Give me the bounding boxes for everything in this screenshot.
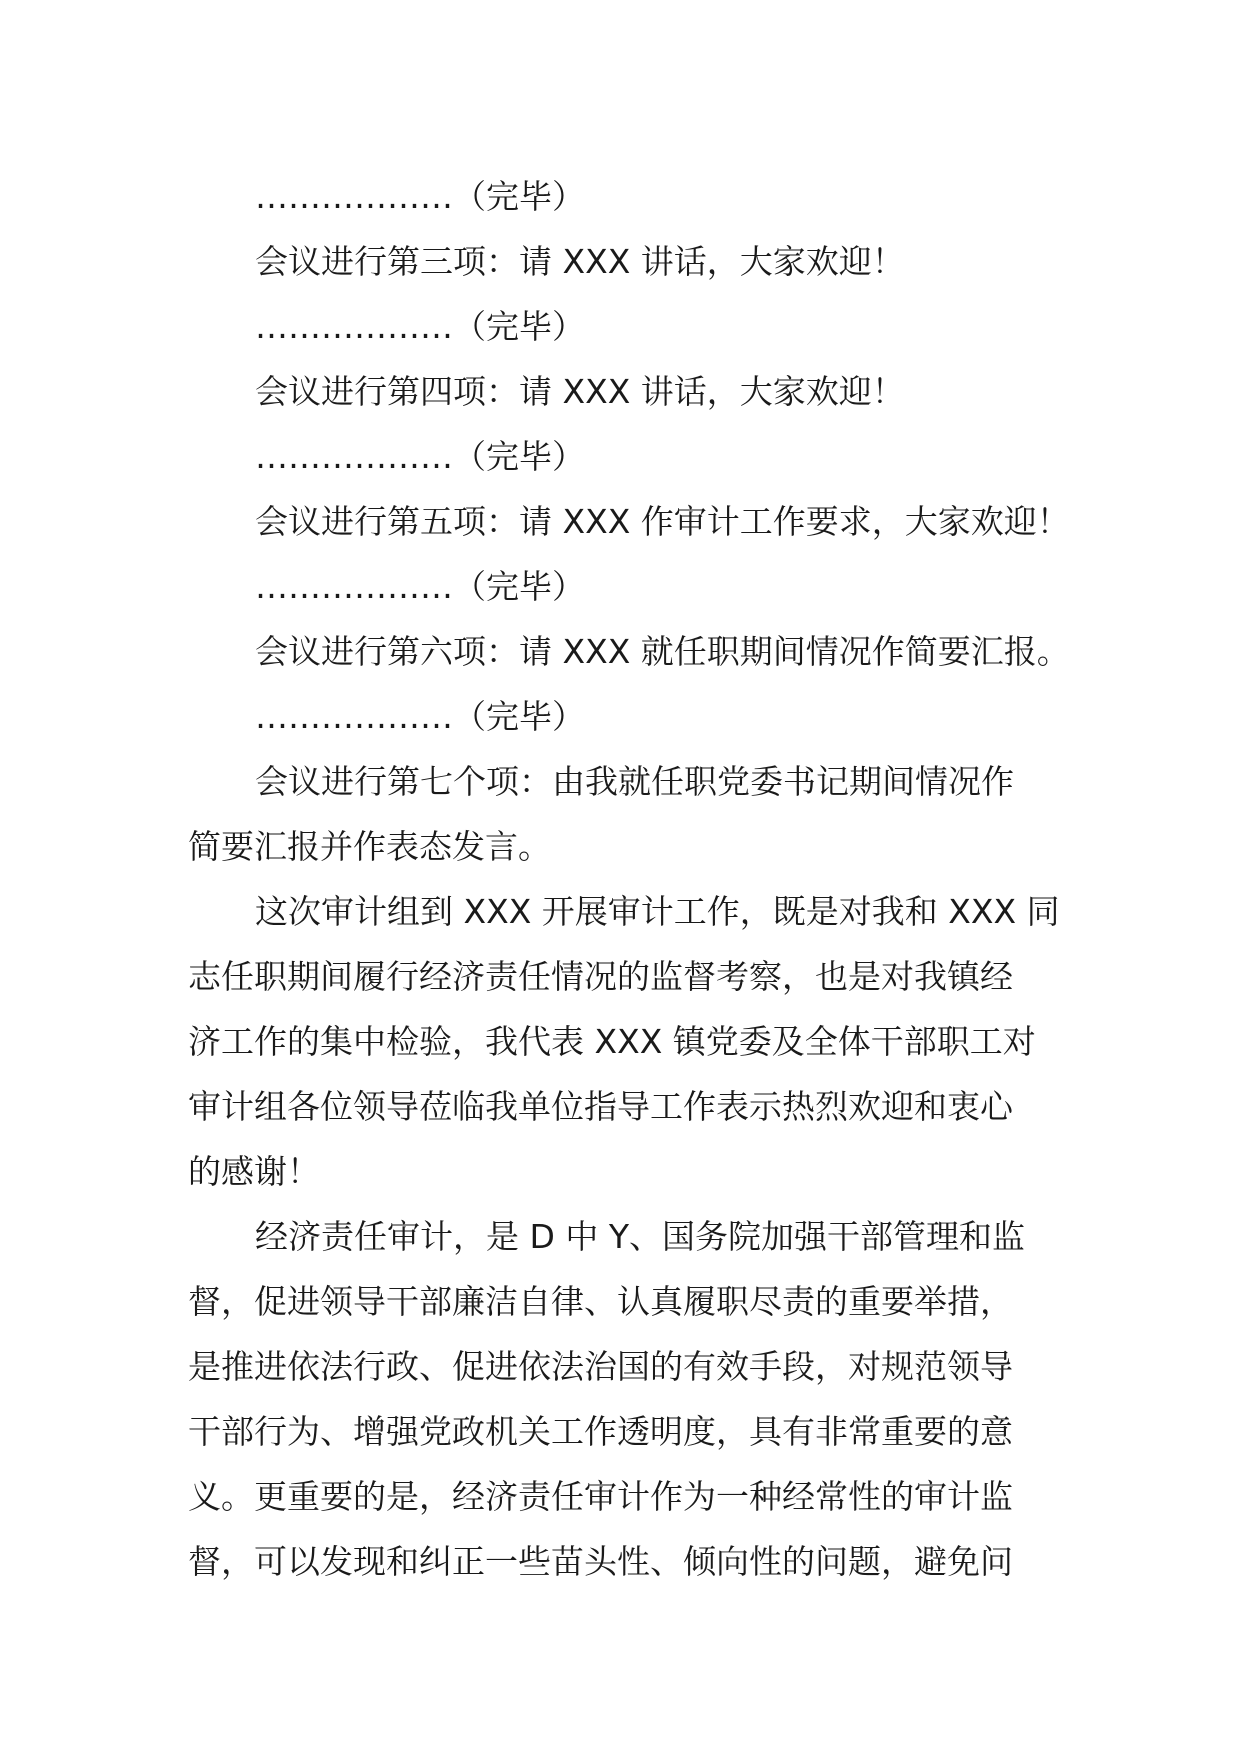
text-line: 志任职期间履行经济责任情况的监督考察，也是对我镇经 (188, 957, 1013, 996)
text-line: 会议进行第六项：请 XXX 就任职期间情况作简要汇报。 (255, 632, 1070, 671)
text-line: 会议进行第四项：请 XXX 讲话，大家欢迎！ (255, 372, 905, 411)
text-line: ………………（完毕） (255, 567, 585, 606)
text-line: 的感谢！ (188, 1152, 320, 1191)
text-line: 干部行为、增强党政机关工作透明度，具有非常重要的意 (188, 1412, 1013, 1451)
text-line: 经济责任审计，是 D 中 Y、国务院加强干部管理和监 (255, 1217, 1026, 1256)
text-line: 督，可以发现和纠正一些苗头性、倾向性的问题，避免问 (188, 1542, 1013, 1581)
text-line: 会议进行第七个项：由我就任职党委书记期间情况作 (255, 762, 1014, 801)
text-line: ………………（完毕） (255, 307, 585, 346)
text-line: 济工作的集中检验，我代表 XXX 镇党委及全体干部职工对 (188, 1022, 1036, 1061)
text-line: 简要汇报并作表态发言。 (188, 827, 551, 866)
text-line: 义。更重要的是，经济责任审计作为一种经常性的审计监 (188, 1477, 1013, 1516)
text-line: 督，促进领导干部廉洁自律、认真履职尽责的重要举措， (188, 1282, 1013, 1321)
text-line: 这次审计组到 XXX 开展审计工作，既是对我和 XXX 同 (255, 892, 1060, 931)
text-line: 会议进行第五项：请 XXX 作审计工作要求，大家欢迎！ (255, 502, 1070, 541)
text-line: 审计组各位领导莅临我单位指导工作表示热烈欢迎和衷心 (188, 1087, 1013, 1126)
text-line: 是推进依法行政、促进依法治国的有效手段，对规范领导 (188, 1347, 1013, 1386)
text-line: ………………（完毕） (255, 697, 585, 736)
document-body (188, 164, 1078, 1594)
text-line: ………………（完毕） (255, 437, 585, 476)
text-line: 会议进行第三项：请 XXX 讲话，大家欢迎！ (255, 242, 905, 281)
text-line: ………………（完毕） (255, 177, 585, 216)
